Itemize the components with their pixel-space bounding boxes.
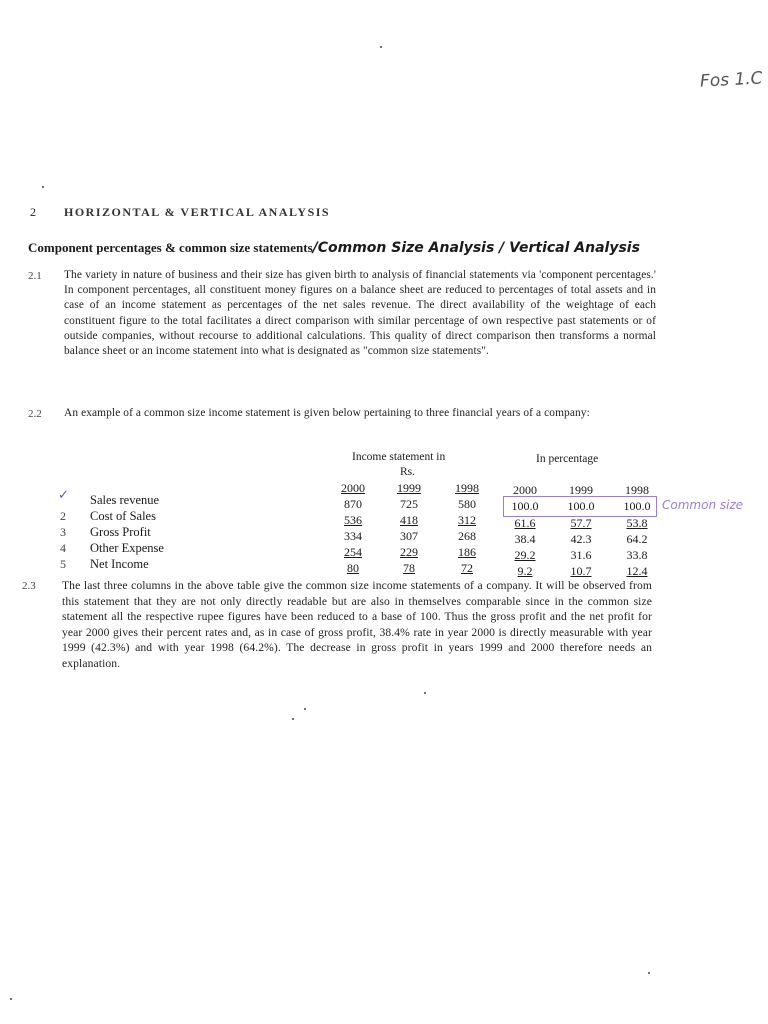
row-label-gross-profit: Gross Profit [90, 525, 151, 539]
scan-speck [10, 998, 12, 1000]
table-cell: 12.4 [626, 564, 648, 578]
paragraph-number-2-2: 2.2 [28, 408, 42, 420]
table-cell: 268 [458, 529, 476, 543]
table-cell: 307 [400, 529, 418, 543]
table-cell: 10.7 [570, 564, 592, 578]
table-cell: 536 [344, 513, 362, 527]
table-cell: 254 [344, 545, 362, 559]
row-label-net-income: Net Income [90, 557, 149, 571]
subheading-handwritten: /Common Size Analysis / Vertical Analysis [312, 240, 640, 256]
table-heading-percentage: In percentage [536, 453, 599, 465]
table-cell: 53.8 [626, 516, 648, 530]
row-number: 2 [60, 509, 66, 523]
table-heading-income: Income statement in [352, 451, 446, 463]
table-cell: 38.4 [514, 532, 536, 546]
scan-speck [42, 186, 44, 188]
table-cell: 725 [400, 497, 418, 511]
handwritten-corner-note: Fos 1.C [699, 68, 764, 92]
table-cell: 312 [458, 513, 476, 527]
table-cell: 100.0 [623, 499, 651, 513]
paragraph-2-2: An example of a common size income statement is given below pertaining to three financial years of a company: [64, 407, 590, 419]
table-cell: 29.2 [514, 548, 536, 562]
row-number: 5 [60, 557, 66, 571]
year-header: 1999 [569, 483, 593, 497]
paragraph-number-2-1: 2.1 [28, 270, 42, 282]
table-cell: 186 [458, 545, 476, 559]
table-cell: 229 [400, 545, 418, 559]
subheading [28, 240, 748, 256]
table-cell: 33.8 [626, 548, 648, 562]
row-label-sales-revenue: Sales revenue [90, 493, 160, 507]
row-label-other-expense: Other Expense [90, 541, 164, 555]
table-cell: 72 [461, 561, 473, 575]
year-header: 1999 [397, 481, 421, 495]
table-cell: 100.0 [511, 499, 539, 513]
table-cell: 80 [347, 561, 359, 575]
table-cell: 334 [344, 529, 362, 543]
table-cell: 870 [344, 497, 362, 511]
table-cell: 9.2 [517, 564, 533, 578]
paragraph-2-1: The variety in nature of business and their size has given birth to analysis of financial statements via 'component percentages.' In component percentages, all constituent money figures on a balance sheet are reduced to percentages of total assets and in case of an income statement as percentages of the net sales revenue. The direct availability of the weightage of each constituent figure to the total facilitates a direct comparison with similar percentage of own respective past statements or of outside companies, without recourse to additional calculations. This quality of direct comparison then transforms a normal balance sheet or an income statement into what is designated as "common size statements". [64, 269, 656, 358]
year-header: 1998 [455, 481, 479, 495]
section-title: HORIZONTAL & VERTICAL ANALYSIS [64, 205, 331, 219]
table-cell: 64.2 [626, 532, 648, 546]
table-cell: 100.0 [567, 499, 595, 513]
table-cell: 31.6 [570, 548, 592, 562]
table-cell: 580 [458, 497, 476, 511]
scan-speck [424, 692, 426, 694]
year-header: 2000 [513, 483, 537, 497]
subheading-printed: Component percentages & common size statements [28, 240, 313, 255]
year-header: 1998 [625, 483, 649, 497]
row-label-cost-of-sales: Cost of Sales [90, 509, 156, 523]
table-cell: 57.7 [570, 516, 592, 530]
table-heading-rs: Rs. [400, 466, 416, 478]
paragraph-number-2-3: 2.3 [22, 580, 36, 592]
paragraph-2-3: The last three columns in the above table give the common size income statements of a company. It will be observed from this statement that they are not only directly readable but are also in themselves comparable since in the common size statement all the respective rupee figures have been reduced to a base of 100. Thus the gross profit and the net profit for year 2000 gives their percent rates and, as in case of gross profit, 38.4% rate in year 2000 is directly measurable with year 1999 (42.3%) and with year 1998 (64.2%). The decrease in gross profit in years 1999 and 2000 therefore needs an explanation. [62, 579, 652, 670]
row-number: 4 [60, 541, 66, 555]
scan-speck [648, 972, 650, 974]
common-size-margin-note: Common size [662, 498, 744, 512]
scan-speck [304, 708, 306, 710]
scan-speck [292, 718, 294, 720]
table-cell: 78 [403, 561, 415, 575]
section-number: 2 [30, 205, 36, 219]
year-header: 2000 [341, 481, 365, 495]
table-cell: 61.6 [514, 516, 536, 530]
row-number: 3 [60, 525, 66, 539]
table-cell: 418 [400, 513, 418, 527]
table-cell: 42.3 [570, 532, 592, 546]
scan-speck [380, 46, 382, 48]
checkmark-icon: ✓ [58, 487, 69, 502]
